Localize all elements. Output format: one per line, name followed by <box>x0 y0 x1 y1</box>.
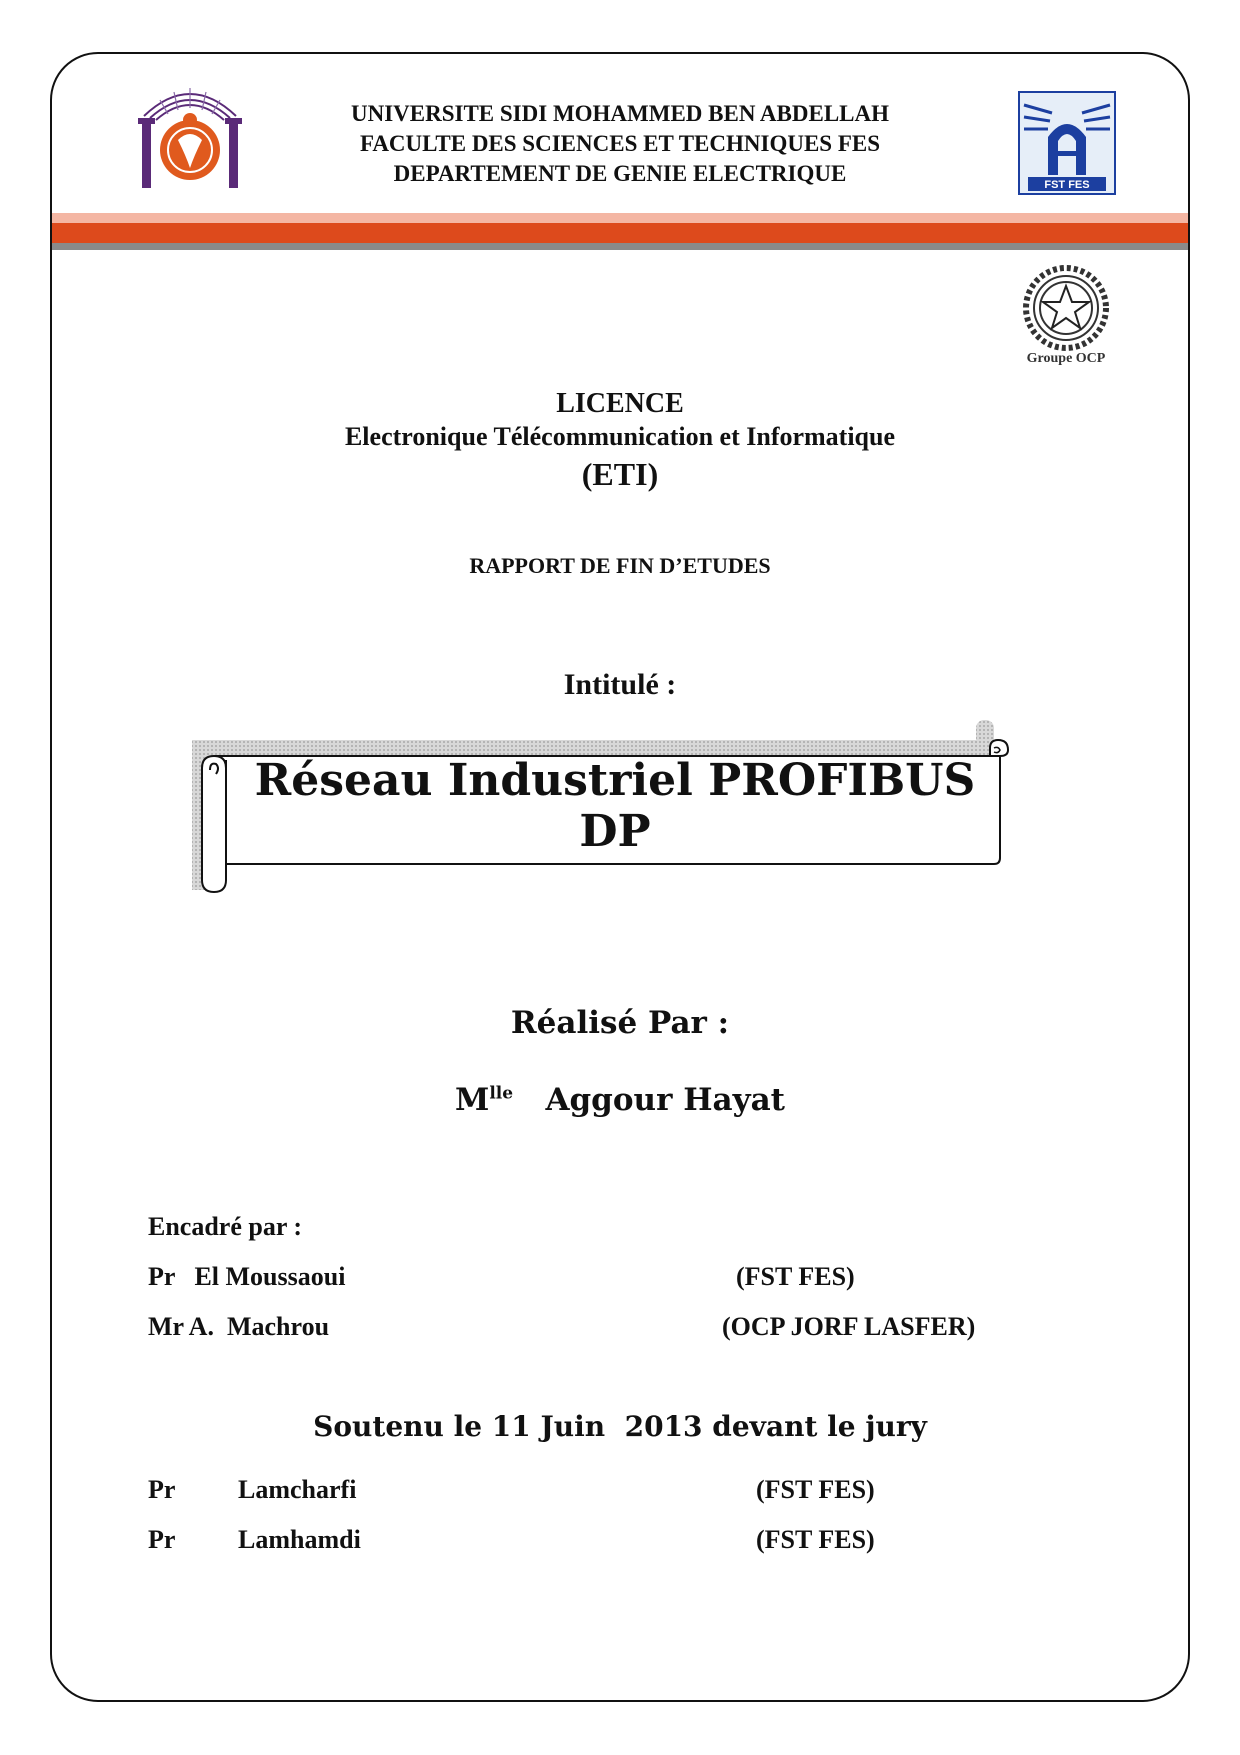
student-title-sup: lle <box>489 1083 514 1104</box>
supervisor-name: Mr A. Machrou <box>148 1312 330 1341</box>
supervisor-affiliation: (FST FES) <box>736 1262 855 1291</box>
faculty-name: FACULTE DES SCIENCES ET TECHNIQUES FES <box>359 131 881 156</box>
jury-name: Lamcharfi <box>238 1475 357 1504</box>
defense-statement: Soutenu le 11 Juin 2013 devant le jury <box>313 1410 927 1443</box>
supervisor-affiliation: (OCP JORF LASFER) <box>722 1312 976 1341</box>
jury-name: Lamhamdi <box>238 1525 361 1554</box>
ocp-logo-text: Groupe OCP <box>1026 351 1106 366</box>
fst-fes-logo-text: FST FES <box>1044 179 1090 191</box>
degree-level: LICENCE <box>556 388 684 419</box>
student-name-line <box>250 1082 990 1118</box>
ocp-logo <box>1010 262 1122 368</box>
intitule-label: Intitulé : <box>563 668 677 701</box>
university-name: UNIVERSITE SIDI MOHAMMED BEN ABDELLAH <box>350 101 890 126</box>
report-title: Réseau Industriel PROFIBUS DP <box>254 755 976 857</box>
fst-fes-logo <box>1018 91 1116 195</box>
report-type: RAPPORT DE FIN D’ETUDES <box>469 553 771 578</box>
degree-abbreviation: (ETI) <box>581 456 659 492</box>
jury-title: Pr <box>148 1525 176 1554</box>
header-band-orange <box>52 223 1188 243</box>
realise-label: Réalisé Par : <box>510 1005 730 1041</box>
institution-header <box>250 99 990 189</box>
supervisor-name: Pr El Moussaoui <box>148 1262 346 1291</box>
student-name: Aggour Hayat <box>545 1082 785 1118</box>
jury-affiliation: (FST FES) <box>756 1475 875 1504</box>
university-logo <box>134 78 246 194</box>
student-title-prefix: M <box>455 1082 490 1118</box>
header-band-gray <box>52 243 1188 250</box>
supervisors-label: Encadré par : <box>148 1212 303 1241</box>
department-name: DEPARTEMENT DE GENIE ELECTRIQUE <box>393 161 847 186</box>
jury-affiliation: (FST FES) <box>756 1525 875 1554</box>
jury-title: Pr <box>148 1475 176 1504</box>
header-band-light <box>52 213 1188 223</box>
degree-programme: Electronique Télécommunication et Informatique <box>344 422 896 451</box>
